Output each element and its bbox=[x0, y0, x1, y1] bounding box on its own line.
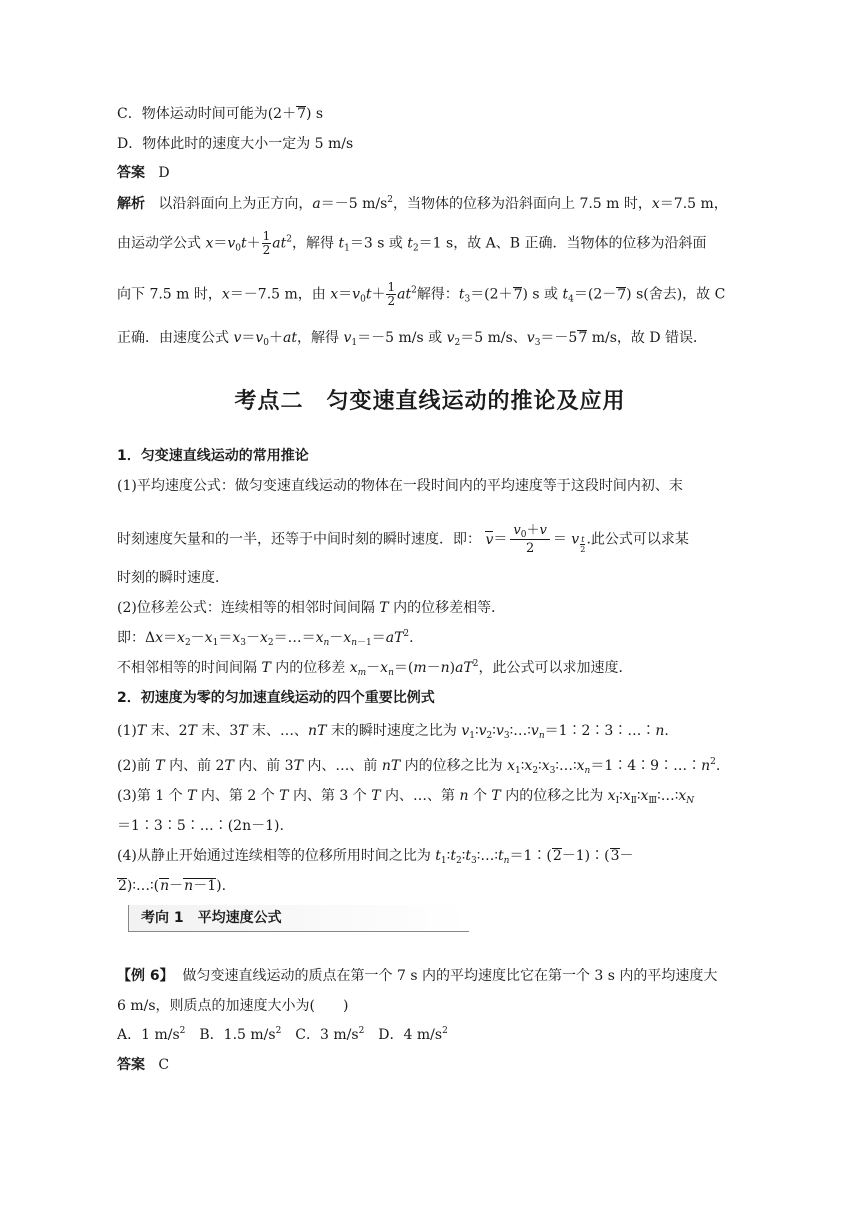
ratio-3-line-2: ＝1∶3∶5∶…∶(2n－1). bbox=[117, 818, 284, 834]
answer-label: 答案 bbox=[117, 165, 145, 181]
ratio-4-line-2: 2)∶…∶(n－n－1). bbox=[118, 878, 227, 894]
p2-line-1: (2)位移差公式：连续相等的相邻时间间隔 T 内的位移差相等． bbox=[117, 600, 506, 616]
answer-value: D bbox=[158, 165, 170, 181]
choices: A．1 $m/s^2$ B．1.5 $m/s^2$ C．3 $m/s^2$ D．4 $m/s^2$ bbox=[117, 1026, 448, 1043]
p1-line-2-tail: .此公式可以求某 bbox=[586, 531, 689, 548]
ratio-2: (2)前 T 内、前 2T 内、前 3T 内、…、前 nT 内的位移之比为 $x_1∶x_2∶x_3∶\dots∶x_n=1∶4∶9∶\dots∶n^2$. bbox=[117, 757, 721, 776]
analysis-line-3: 向下 7.5 m 时，x＝－7.5 m，由 $x=v_0t+$ $\frac{1}{2}$ $at^2$解得：$t_3=(2+7)$ s 或 $t_4=(2-7)$ s(舍去)，故 C bbox=[117, 280, 726, 308]
analysis-label: 解析 bbox=[117, 196, 145, 212]
analysis-line-2: 由运动学公式 $x=v_0t+$ $\frac{1}{2}$ $at^2$，解得 $t_1=3$ s 或 $t_2=1$ s，故 A、B 正确．当物体的位移为沿斜面 bbox=[117, 229, 707, 257]
answer-1 bbox=[117, 163, 170, 183]
option-d: D．物体此时的速度大小一定为 5 m/s bbox=[117, 136, 354, 152]
option-c: C．物体运动时间可能为(2＋7) s bbox=[117, 106, 324, 122]
kaoxiang-banner bbox=[128, 905, 469, 932]
section-title: 考点二 匀变速直线运动的推论及应用 bbox=[234, 389, 626, 414]
analysis-line-4: 正确．由速度公式 $v=v_0+at$，解得 $v_1=-5$ m/s 或 $v_2=5$ m/s、$v_3=-57$ m/s，故 D 错误． bbox=[117, 330, 708, 348]
p1-line-3: 时刻的瞬时速度． bbox=[117, 570, 229, 586]
example-tag: 【例 6】 bbox=[117, 968, 174, 984]
p1-line-1: (1)平均速度公式：做匀变速直线运动的物体在一段时间内的平均速度等于这段时间内初、末 bbox=[117, 478, 683, 494]
example-line-1 bbox=[117, 966, 717, 986]
ratio-4-line-1: (4)从静止开始通过连续相等的位移所用时间之比为 $t_1∶t_2∶t_3∶\dots∶t_n=1∶(2-1)∶(3-$ bbox=[117, 848, 634, 866]
ratio-1: (1)T 末、2T 末、3T 末、…、nT 末的瞬时速度之比为 $v_1∶v_2∶v_3∶\dots∶v_n=1∶2∶3∶\dots∶n$. bbox=[117, 723, 669, 741]
item-1-title: 1．匀变速直线运动的常用推论 bbox=[117, 448, 309, 464]
answer-2 bbox=[117, 1055, 169, 1075]
p1-line-2: 时刻速度矢量和的一半，还等于中间时刻的瞬时速度．即： v＝ $\frac{v_0+v}{2}$ ＝ v $_{\frac{t}{2}}$ .此公式可以求某 bbox=[117, 523, 689, 556]
p2-line-3: 不相邻相等的时间间隔 T 内的位移差 $x_m-x_n=(m-n)aT^2$，此公式可以求加速度． bbox=[117, 659, 633, 678]
item-2-title: 2．初速度为零的匀加速直线运动的四个重要比例式 bbox=[117, 690, 435, 706]
p1-line-2-text: 时刻速度矢量和的一半，还等于中间时刻的瞬时速度．即： bbox=[117, 531, 481, 548]
answer-value-2: C bbox=[158, 1057, 170, 1073]
answer-label-2: 答案 bbox=[117, 1057, 145, 1073]
analysis-line-1: 解析 以沿斜面向上为正方向，a＝－5 $m/s^2$，当物体的位移为沿斜面向上 7.5 m 时，x＝7.5 m， bbox=[117, 195, 728, 212]
p2-line-2: 即：$\Delta x=x_2-x_1=x_3-x_2=\dots=x_n-x_{n-1}=aT^2$. bbox=[117, 629, 414, 648]
ratio-3-line-1: (3)第 1 个 T 内、第 2 个 T 内、第 3 个 T 内、…、第 n 个 T 内的位移之比为 $x_Ⅰ∶x_Ⅱ∶x_Ⅲ∶\dots∶x_N$ bbox=[117, 788, 695, 806]
example-line-2: 6 m/s，则质点的加速度大小为( ) bbox=[117, 998, 349, 1014]
kaoxiang-label: 考向 1 平均速度公式 bbox=[141, 910, 282, 926]
example-line-1-text: 做匀变速直线运动的质点在第一个 7 s 内的平均速度比它在第一个 3 s 内的平均速度大 bbox=[182, 968, 718, 984]
